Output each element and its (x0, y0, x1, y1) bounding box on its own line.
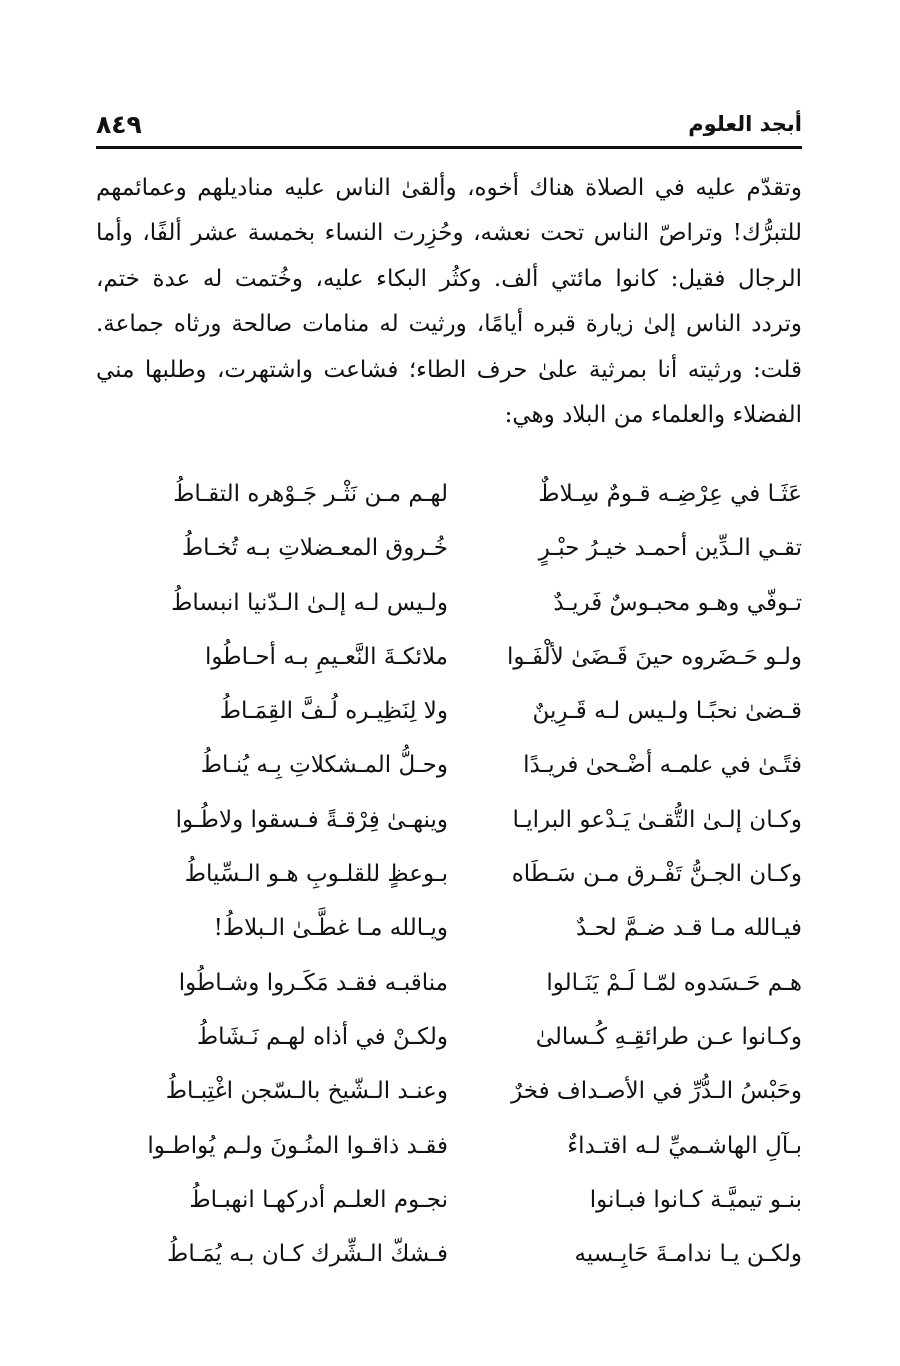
poem-verse (96, 1232, 802, 1286)
verse-second-hemistich: فقـد ذاقـوا المنُـونَ ولـم يُواطـوا (147, 1132, 448, 1159)
verse-first-hemistich: هـم حَـسَدوه لمّـا لَـمْ يَنَـالوا (546, 969, 802, 996)
verse-first-hemistich: ولـو حَـضَروه حينَ قَـضَىٰ لألْفَـوا (506, 643, 802, 670)
poem-verse (96, 581, 802, 635)
verse-first-hemistich: تقـي الـدِّين أحمـد خيـرُ حبْـرٍ (538, 535, 802, 562)
prose-line: وتقدّم عليه في الصلاة هناك أخوه، وألقىٰ الناس عليه مناديلهم وعمائمهم (96, 175, 802, 201)
prose-line: قلت: ورثيته أنا بمرثية علىٰ حرف الطاء؛ فشاعت واشتهرت، وطلبها مني (96, 356, 802, 383)
verse-second-hemistich: ويـالله مـا غطَّـىٰ الـبلاطُ! (213, 915, 448, 942)
prose-line: للتبرُّك! وتراصّ الناس تحت نعشه، وحُزِرت النساء بخمسة عشر ألفًا، وأما (96, 220, 802, 247)
verse-second-hemistich: وعنـد الـشّيخ بالـسّجن اغْتِبـاطُ (165, 1078, 448, 1105)
prose-paragraph (96, 166, 802, 438)
poem-verse (96, 1069, 802, 1123)
elegy-poem (96, 472, 802, 1286)
verse-first-hemistich: بنـو تيميَّـة كـانوا فبـانوا (589, 1186, 802, 1213)
verse-first-hemistich: قـضىٰ نحبًـا ولـيس لـه قَـرِينٌ (532, 698, 802, 725)
verse-second-hemistich: ولا لِنَظِيـره لُـفَّ القِمَـاطُ (219, 698, 448, 725)
poem-verse (96, 689, 802, 743)
verse-second-hemistich: لهـم مـن نَثْـر جَـوْهره التقـاطُ (173, 481, 448, 507)
verse-first-hemistich: فيـالله مـا قـد ضـمَّ لحـدٌ (576, 915, 802, 942)
verse-first-hemistich: ولكـن يـا ندامـةَ حَابِـسيه (574, 1241, 802, 1268)
verse-second-hemistich: ملائكـةَ النَّعـيمِ بـه أحـاطُوا (205, 643, 448, 670)
running-title: أبجد العلوم (688, 112, 802, 136)
prose-line: الفضلاء والعلماء من البلاد وهي: (504, 402, 802, 429)
verse-second-hemistich: وحـلُّ المـشكلاتِ بِـه يُنـاطُ (200, 752, 448, 779)
page-header (96, 108, 802, 148)
poem-verse (96, 1015, 802, 1069)
verse-first-hemistich: وكـان إلـىٰ التُّقـىٰ يَـدْعو البرايـا (512, 806, 802, 833)
prose-line: الرجال فقيل: كانوا مائتي ألف. وكثُر البكاء عليه، وخُتمت له عدة ختم، (96, 265, 802, 292)
poem-verse (96, 798, 802, 852)
verse-first-hemistich: عَثَـا في عِرْضِـه قـومٌ سِـلاطٌ (538, 481, 802, 507)
verse-first-hemistich: فتًـىٰ في علمـه أضْـحىٰ فريـدًا (523, 752, 802, 779)
poem-verse (96, 906, 802, 960)
page-number: ٨٤٩ (96, 110, 142, 139)
verse-second-hemistich: خُـروق المعـضلاتِ بـه تُخـاطُ (181, 535, 448, 562)
prose-line: وتردد الناس إلىٰ زيارة قبره أيامًا، ورثيت له منامات صالحة ورثاه جماعة. (96, 311, 802, 338)
verse-second-hemistich: ولكـنْ في أذاه لهـم نَـشَاطُ (196, 1023, 448, 1050)
verse-first-hemistich: وحَبْسُ الـدُّرِّ في الأصـداف فخرٌ (511, 1078, 802, 1105)
poem-verse (96, 743, 802, 797)
verse-second-hemistich: فـشكّ الـشِّرك كـان بـه يُمَـاطُ (167, 1241, 448, 1268)
verse-second-hemistich: مناقبـه فقـد مَكَـروا وشـاطُوا (178, 969, 448, 996)
poem-verse (96, 635, 802, 689)
verse-first-hemistich: وكـانوا عـن طرائقِـهِ كُـسالىٰ (535, 1023, 802, 1050)
verse-first-hemistich: وكـان الجـنُّ تَفْـرق مـن سَـطَاه (511, 861, 802, 888)
header-rule (96, 146, 802, 149)
verse-first-hemistich: تـوفّي وهـو محبـوسٌ فَريـدٌ (553, 589, 802, 616)
poem-verse (96, 472, 802, 526)
poem-verse (96, 1178, 802, 1232)
poem-verse (96, 961, 802, 1015)
poem-verse (96, 526, 802, 580)
verse-second-hemistich: بـوعظٍ للقلـوبِ هـو الـسِّياطُ (184, 861, 448, 888)
verse-second-hemistich: ولـيس لـه إلـىٰ الـدّنيا انبساطُ (171, 589, 448, 616)
verse-first-hemistich: بـآلِ الهاشـميِّ لـه اقتـداءٌ (567, 1132, 802, 1159)
poem-verse (96, 852, 802, 906)
verse-second-hemistich: وينهـىٰ فِرْقـةً فـسقوا ولاطُـوا (175, 806, 448, 833)
poem-verse (96, 1124, 802, 1178)
verse-second-hemistich: نجـوم العلـم أدركهـا انهبـاطُ (189, 1186, 448, 1213)
